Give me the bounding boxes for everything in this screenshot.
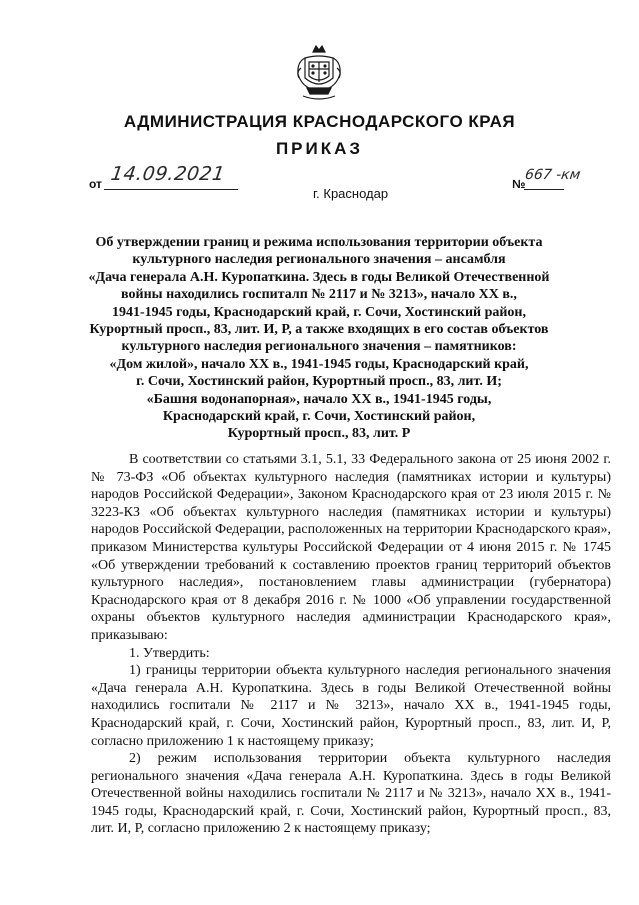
number-underline [524, 189, 564, 190]
organization-name: АДМИНИСТРАЦИЯ КРАСНОДАРСКОГО КРАЯ [123, 112, 516, 131]
document-type: ПРИКАЗ [275, 139, 364, 158]
date-label: от [89, 177, 102, 191]
document-number: 667 -км [523, 167, 582, 183]
paragraph-preamble: В соответствии со статьями 3.1, 5.1, 33 Федерального закона от 25 июня 2002 г. № 73-ФЗ «Об объектах культурного наследия (памятниках истории и культуры) народов Российской Федерации», Законом Краснодарского края от 23 июля 2015 г. № 3223-КЗ «Об объектах культурного наследия (памятниках истории и культуры) народов Российской Федерации, расположенных на территории Краснодарского края», приказом Министерства культуры Российской Федерации от 4 июня 2015 г. № 1745 «Об утверждении требований к составлению проектов границ территорий объектов культурного наследия», постановлением главы администрации (губернатора) Краснодарского края от 8 декабря 2016 г. № 1000 «Об управлении государственной охраны объектов культурного наследия администрации Краснодарского края», приказываю: [91, 452, 611, 643]
paragraph-item-2: 2) режим использования территории объекта культурного наследия регионального значения «Дача генерала А.Н. Куропаткина. Здесь в годы Великой Отечественной войны находились госпитали № 2117 и № 3213», начало XX в., 1941-1945 годы, Краснодарский край, г. Сочи, Хостинский район, Курортный просп., 83, лит. И, Р, согласно приложению 2 к настоящему приказу; [91, 751, 611, 837]
title-line: «Башня водонапорная», начало XX в., 1941-1945 годы, [146, 391, 492, 407]
paragraph-item-1: 1) границы территории объекта культурного наследия регионального значения «Дача генерала А.Н. Куропаткина. Здесь в годы Великой Отечественной войны находились госпитали № 2117 и № 3213», начало XX в., 1941-1945 годы, Краснодарский край, г. Сочи, Хостинский район, Курортный просп., 83, лит. И, Р, согласно приложению 1 к настоящему приказу; [91, 663, 611, 749]
title-line: Об утверждении границ и режима использования территории объекта [95, 235, 543, 250]
title-line: «Дача генерала А.Н. Куропаткина. Здесь в годы Великой Отечественной [88, 269, 550, 285]
number-label: № [512, 177, 526, 191]
title-line: войны находились госпиталп № 2117 и № 3213», начало XX в., [121, 287, 517, 303]
document-body [91, 451, 611, 838]
date-underline [104, 189, 238, 190]
city: г. Краснодар [313, 186, 389, 201]
paragraph-approve: 1. Утвердить: [129, 645, 210, 661]
title-line: культурного наследия регионального значения – ансамбля [132, 252, 506, 268]
coat-of-arms-icon [293, 44, 345, 102]
document-date: 14.09.2021 [109, 163, 227, 185]
title-line: г. Сочи, Хостинский район, Курортный просп., 83, лит. И; [136, 374, 502, 390]
title-line: культурного наследия регионального значения – памятников: [121, 339, 517, 355]
title-line: Краснодарский край, г. Сочи, Хостинский район, [162, 409, 476, 425]
title-line: «Дом жилой», начало XX в., 1941-1945 годы, Краснодарский край, [109, 356, 529, 372]
document-title [60, 234, 578, 443]
title-line: Курортный просп., 83, лит. Р [227, 426, 411, 442]
title-line: Курортный просп., 83, лит. И, Р, а также входящих в его состав объектов [89, 322, 549, 338]
title-line: 1941-1945 годы, Краснодарский край, г. Сочи, Хостинский район, [111, 304, 527, 320]
